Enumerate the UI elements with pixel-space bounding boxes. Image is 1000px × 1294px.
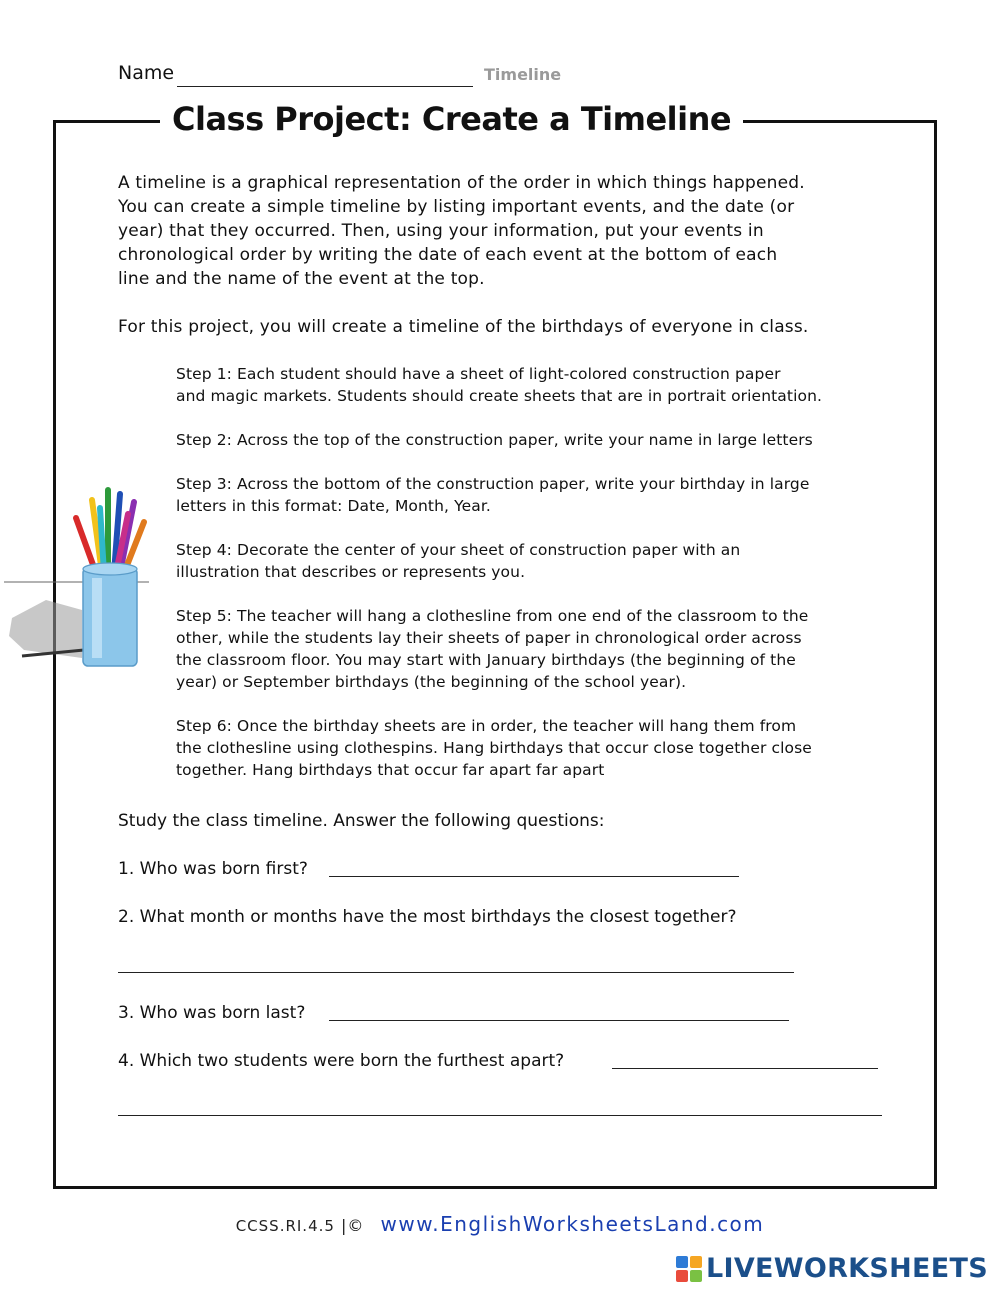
- intro-paragraph: A timeline is a graphical representation of the order in which things happened. You can create a simple timeline by listing important events, and the date (or year) that they occurred. Then, using your information, put your events in chronological order by writing the date of each event at the bottom of each line and the name of the event at the top.: [118, 173, 805, 289]
- worksheet-tag: Timeline: [484, 65, 562, 84]
- answer-3-field[interactable]: [329, 1020, 789, 1021]
- copyright-mark: |©: [341, 1216, 365, 1235]
- project-paragraph: For this project, you will create a timeline of the birthdays of everyone in class.: [118, 317, 809, 337]
- answer-2-field[interactable]: [118, 972, 794, 973]
- liveworksheets-text: LIVEWORKSHEETS: [705, 1253, 988, 1284]
- pencil-cup-icon: [4, 478, 154, 673]
- step-3: Step 3: Across the bottom of the construction paper, write your birthday in large letters in this format: Date, Month, Year.: [176, 475, 810, 515]
- standard-code: CCSS.RI.4.5: [235, 1217, 335, 1235]
- name-label: Name: [118, 62, 175, 84]
- step-4: Step 4: Decorate the center of your sheet of construction paper with an illustration that describes or represents you.: [176, 541, 741, 581]
- step-1: Step 1: Each student should have a sheet of light-colored construction paper and magic markets. Students should create sheets that are in portrait orientation.: [176, 365, 823, 405]
- question-1: 1. Who was born first?: [118, 859, 308, 879]
- question-3: 3. Who was born last?: [118, 1003, 306, 1023]
- answer-4-field[interactable]: [612, 1068, 878, 1069]
- question-2: 2. What month or months have the most birthdays the closest together?: [118, 907, 737, 927]
- step-6: Step 6: Once the birthday sheets are in order, the teacher will hang them from the clothesline using clothespins. Hang birthdays that occur close together close together. Hang birthdays that occur far apart far apart: [176, 717, 812, 779]
- answer-1-field[interactable]: [329, 876, 739, 877]
- answer-4-extra-field[interactable]: [118, 1115, 882, 1116]
- footer: [0, 1212, 1000, 1236]
- liveworksheets-logo-icon: [676, 1256, 702, 1282]
- name-field-line[interactable]: [177, 86, 473, 87]
- page-title: Class Project: Create a Timeline: [160, 100, 743, 138]
- website-link[interactable]: www.EnglishWorksheetsLand.com: [380, 1212, 765, 1236]
- step-2: Step 2: Across the top of the construction paper, write your name in large letters: [176, 431, 813, 449]
- question-4: 4. Which two students were born the furthest apart?: [118, 1051, 565, 1071]
- questions-intro: Study the class timeline. Answer the following questions:: [118, 811, 605, 831]
- step-5: Step 5: The teacher will hang a clothesline from one end of the classroom to the other, while the students lay their sheets of paper in chronological order across the classroom floor. You may start with January birthdays (the beginning of the year) or September birthdays (the beginning of the school year).: [176, 607, 809, 691]
- liveworksheets-logo[interactable]: [676, 1253, 988, 1284]
